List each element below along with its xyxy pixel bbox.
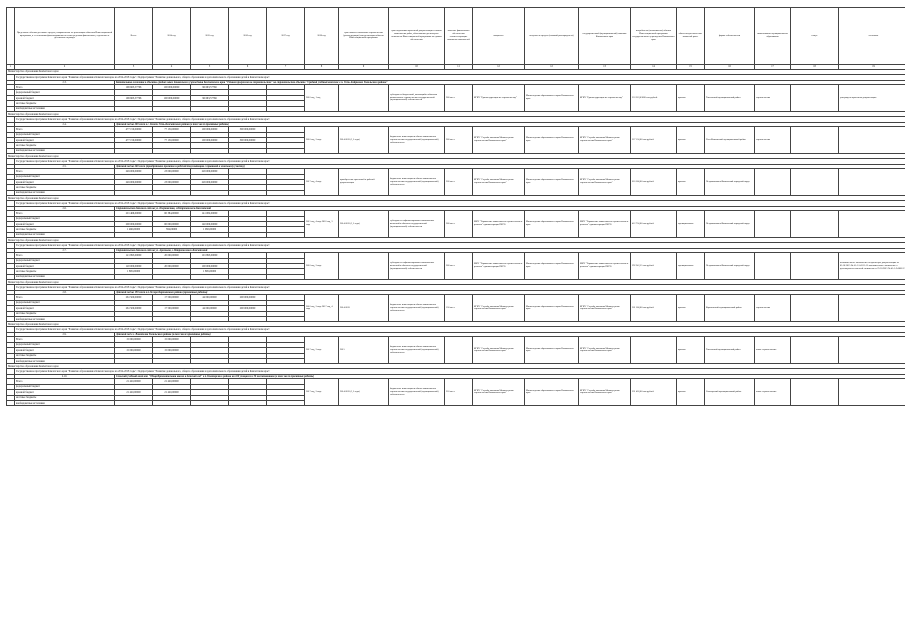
object-purpose: субсидия на софинансирование капитальных вложений в объекты государственной (муниципальной) собственности	[389, 211, 445, 238]
object-name: Строительство детского сада на ул. Арсеньева, г.Петропавловск-Камчатский	[115, 249, 905, 253]
object-pd	[839, 127, 905, 154]
object-number: 2.7.	[15, 249, 115, 253]
object-period: 2017 год, 3 года	[305, 379, 339, 406]
object-number: 2.4.	[15, 123, 115, 127]
ministry-name: Министерство образования Камчатского края	[7, 196, 905, 201]
object-prev: 327 150,00 тыс.рублей	[631, 127, 677, 154]
header-cell: значение финансового обеспечения соответствующих начальных показателей	[445, 8, 473, 65]
finance-value: 96 663,57766	[191, 95, 229, 100]
finance-value: 77 150,00000	[153, 137, 191, 142]
finance-label: внебюджетные источники	[15, 148, 115, 153]
object-municipality: Петропавловск-Камчатский городской округ	[705, 253, 755, 280]
finance-value: 477 150,00000	[115, 137, 153, 142]
finance-label: внебюджетные источники	[15, 274, 115, 279]
object-user: КГКУ "Служба заказчика Министерства строительства Камчатского края"	[579, 127, 631, 154]
finance-label: местные бюджеты	[15, 353, 115, 358]
finance-value: 100 000,00000	[191, 264, 229, 269]
object-pd	[839, 379, 905, 406]
object-design: приобретение проектной и рабочей документации	[339, 169, 389, 196]
finance-label: Всего	[15, 337, 115, 342]
finance-label: внебюджетные источники	[15, 232, 115, 237]
finance-label: Всего	[15, 379, 115, 384]
header-cell: срок начала и окончания строительства (реконструкции) или реализации объекта Инвестиционной программы	[339, 8, 389, 65]
finance-label: краевой бюджет	[15, 264, 115, 269]
object-municipality: Петропавловск-Камчатский городской округ	[705, 211, 755, 238]
object-capacity: 260 мест	[445, 169, 473, 196]
object-purpose: бюджетные инвестиции в объект капитального строительства государственной (муниципальной) собственности	[389, 169, 445, 196]
header-cell: потребитель (пользователь) объекта Инвестиционной программы государственного учреждения Камчатского края	[631, 8, 677, 65]
finance-label: федеральный бюджет	[15, 174, 115, 179]
object-design	[339, 85, 389, 112]
program-name: Государственная программа Камчатского края "Развитие образования в Камчатском крае на 2014-2018 годы". Подпрограмма "Развитие дошкольного, общего образования и дополнительного образования детей в Камчатском крае".	[15, 159, 905, 165]
object-period: 2015 год, 4 года 2016 год, 3 года	[305, 211, 339, 238]
finance-value: 140 000,00000	[191, 222, 229, 227]
header-cell: мощность	[473, 8, 525, 65]
header-cell: 2017 год	[267, 8, 305, 65]
finance-value: 226 000,00000	[191, 169, 229, 174]
finance-value: 249 000,00000	[115, 179, 153, 184]
ministry-name: Министерство образования Камчатского края	[7, 70, 905, 75]
object-state	[791, 127, 839, 154]
ministry-name: Министерство образования Камчатского края	[7, 280, 905, 285]
object-name: Строительство детского сада на ул. Пограничная, г.Петропавловск-Камчатский	[115, 207, 905, 211]
object-recipient: КГКУ "Служба заказчика Министерства строительства Камчатского края"	[473, 337, 525, 364]
finance-label: федеральный бюджет	[15, 258, 115, 263]
object-capacity: 150 мест	[445, 295, 473, 322]
object-customer: Министерство образования и науки Камчатского края	[525, 211, 579, 238]
object-purpose: субсидия на бюджетный, являющийся объектом капитального строительства государственной (муниципальной) собственности	[389, 85, 445, 112]
object-ownership: краевая	[677, 295, 705, 322]
header-cell: объем полученного кап. вложений ранее	[677, 8, 705, 65]
finance-value: 121 895,00000	[115, 253, 153, 258]
finance-value: 23 000,00000	[153, 179, 191, 184]
object-design: 2014-2015 (1,5 года)	[339, 211, 389, 238]
column-number: 12	[525, 65, 579, 70]
finance-value: 15 000,00000	[115, 348, 153, 353]
header-cell-index	[7, 8, 15, 65]
object-recipient: КГКУ "Служба заказчика Министерства строительства Камчатского края"	[473, 379, 525, 406]
finance-label: местные бюджеты	[15, 143, 115, 148]
object-user: КГКУ "Единая дирекция по строительству"	[579, 85, 631, 112]
object-municipality: Олюторский муниципальный район	[705, 379, 755, 406]
object-design: 2014-2015 (1,5 года)	[339, 127, 389, 154]
finance-label: внебюджетные источники	[15, 190, 115, 195]
object-user: КГКУ "Служба заказчика Министерства строительства Камчатского края"	[579, 295, 631, 322]
finance-label: федеральный бюджет	[15, 90, 115, 95]
column-number: 16	[705, 65, 755, 70]
object-number: 2.8.	[15, 291, 115, 295]
object-period: 2016 год, 3 года	[305, 253, 339, 280]
finance-label: местные бюджеты	[15, 395, 115, 400]
object-user: КГКУ "Служба заказчика Министерства строительства Камчатского края"	[579, 379, 631, 406]
header-cell: 2018 год	[305, 8, 339, 65]
finance-label: краевой бюджет	[15, 348, 115, 353]
object-design: 2014-2015	[339, 295, 389, 322]
header-cell: наименование муниципального образования	[755, 8, 791, 65]
object-period: 2017 год, 4 года	[305, 169, 339, 196]
object-user: КГКУ "Служба заказчика Министерства строительства Камчатского края"	[579, 169, 631, 196]
object-customer: Министерство образования и науки Камчатского края	[525, 169, 579, 196]
object-name: Детский сад на 150 мест в п.Оссора Карагинского района (проектные работы)	[115, 291, 905, 295]
object-purpose: бюджетные инвестиции в объект капитального строительства государственной (муниципальной) собственности	[389, 127, 445, 154]
object-municipality: Петропавловск-Камчатский городской округ	[705, 169, 755, 196]
object-user: МКУ "Управление капитального строительства и ремонта" администрации ПКГО	[579, 253, 631, 280]
object-prev: 616 500,00 тыс.рублей	[631, 169, 677, 196]
object-capacity	[445, 337, 473, 364]
finance-label: местные бюджеты	[15, 101, 115, 106]
object-recipient: МКУ "Управление капитального строительства и ремонта" администрации ПКГО	[473, 253, 525, 280]
finance-label: краевой бюджет	[15, 390, 115, 395]
finance-label: федеральный бюджет	[15, 342, 115, 347]
object-pd: положительное заключение на проектную документацию от 05.10.2015 № 41-1-5-0511-15 положительное заключение о достоверности сметной стоимости от 25.10.2015 № 41-1-2-0082-15	[839, 253, 905, 280]
finance-label: краевой бюджет	[15, 137, 115, 142]
object-period: 2016 год, 1 год	[305, 85, 339, 112]
finance-value: 1 466,00000	[115, 227, 153, 232]
finance-label: Всего	[15, 169, 115, 174]
column-number: 15	[677, 65, 705, 70]
object-name: Детский сад на 260 мест (приобретение проектов и рабочей документации с привязкой к земельному участку)	[115, 165, 905, 169]
finance-label: Всего	[15, 85, 115, 90]
object-ownership: муниципальная	[677, 253, 705, 280]
header-cell: срок подготовки проектной документации и начала выполнения работ, обоснования достигнутые показатели Инвестиционной программы по срокам обеспечения	[389, 8, 445, 65]
object-prev: 412 750,00 тыс.рублей	[631, 211, 677, 238]
object-prev: 353 363,03020 тыс.рублей	[631, 85, 677, 112]
investment-table	[6, 7, 905, 406]
program-name: Государственная программа Камчатского края "Развитие образования в Камчатском крае на 2014-2018 годы". Подпрограмма "Развитие дошкольного, общего образования и дополнительного образования детей в Камчатском крае".	[15, 201, 905, 207]
object-recipient: МКУ "Управление капитального строительства и ремонта" администрации ПКГО	[473, 211, 525, 238]
object-recipient: КГКУ "Единая дирекция по строительству"	[473, 85, 525, 112]
column-number: 13	[579, 65, 631, 70]
column-number: 2	[15, 65, 115, 70]
finance-value: 17 500,00000	[153, 295, 191, 300]
finance-label: внебюджетные источники	[15, 400, 115, 405]
finance-value: 1 895,00000	[115, 269, 153, 274]
finance-value: 100 000,00000	[191, 137, 229, 142]
column-number: 7	[267, 65, 305, 70]
finance-value: 196 663,57766	[115, 95, 153, 100]
program-name: Государственная программа Камчатского края "Развитие образования в Камчатском крае на 2014-2018 годы". Подпрограмма "Развитие дошкольного, общего образования и дополнительного образования детей в Камчатском крае".	[15, 327, 905, 333]
object-state	[791, 253, 839, 280]
object-state	[791, 211, 839, 238]
header-cell: состояние	[839, 8, 905, 65]
finance-label: федеральный бюджет	[15, 132, 115, 137]
object-status: новое строительство	[755, 379, 791, 406]
object-design: 2014-2015 (1,5 года)	[339, 379, 389, 406]
column-number: 3	[115, 65, 153, 70]
finance-value: 300 000,00000	[229, 137, 267, 142]
finance-value: 77 150,00000	[153, 127, 191, 132]
finance-spacer	[7, 400, 15, 405]
object-number: 2.9.	[15, 333, 115, 337]
column-number: 17	[755, 65, 791, 70]
finance-value: 201 466,00000	[115, 211, 153, 216]
object-status: строительство	[755, 85, 791, 112]
finance-label: местные бюджеты	[15, 269, 115, 274]
header-cell: статус	[791, 8, 839, 65]
object-ownership: муниципальная	[677, 211, 705, 238]
object-user: МКУ "Управление капитального строительства и ремонта" администрации ПКГО	[579, 211, 631, 238]
finance-value	[191, 400, 229, 405]
finance-value: 15 000,00000	[115, 337, 153, 342]
header-cell: 2014 год	[153, 8, 191, 65]
ministry-name: Министерство образования Камчатского края	[7, 238, 905, 243]
object-status	[755, 211, 791, 238]
object-ownership: краевая	[677, 85, 705, 112]
object-design	[339, 253, 389, 280]
finance-label: местные бюджеты	[15, 185, 115, 190]
header-cell: получатель средств (главный распорядитель)	[525, 8, 579, 65]
finance-value: 1 895,00000	[191, 269, 229, 274]
finance-value	[267, 400, 305, 405]
finance-value: 196 663,57766	[115, 85, 153, 90]
finance-value: 21 420,00000	[115, 390, 153, 395]
object-recipient: КГКУ "Служба заказчика Министерства строительства Камчатского края"	[473, 127, 525, 154]
column-number: 12	[473, 65, 525, 70]
finance-value: 44 000,00000	[191, 306, 229, 311]
table-body	[7, 70, 905, 406]
object-ownership: краевая	[677, 337, 705, 364]
object-status	[755, 253, 791, 280]
object-pd	[839, 211, 905, 238]
object-ownership: краевая	[677, 379, 705, 406]
column-number: 6	[229, 65, 267, 70]
object-period: 2016 год, 3 года 2017 год, 4 года	[305, 295, 339, 322]
finance-label: местные бюджеты	[15, 311, 115, 316]
finance-value: 249 000,00000	[115, 169, 153, 174]
object-status	[755, 169, 791, 196]
finance-value: 17 500,00000	[153, 306, 191, 311]
object-capacity: 200 мест	[445, 127, 473, 154]
finance-value: 200 000,00000	[229, 306, 267, 311]
object-number: 2.5.	[15, 165, 115, 169]
finance-label: краевой бюджет	[15, 222, 115, 227]
finance-value: 60 000,00000	[153, 222, 191, 227]
finance-value	[115, 400, 153, 405]
finance-value	[153, 400, 191, 405]
column-number: 4	[153, 65, 191, 70]
finance-label: краевой бюджет	[15, 95, 115, 100]
program-name: Государственная программа Камчатского края "Развитие образования в Камчатском крае на 2014-2018 годы". Подпрограмма "Развитие дошкольного, общего образования и дополнительного образования детей в Камчатском крае".	[15, 117, 905, 123]
finance-label: федеральный бюджет	[15, 384, 115, 389]
finance-value: 100 000,00000	[191, 127, 229, 132]
program-name: Государственная программа Камчатского края "Развитие образования в Камчатском крае на 2014-2018 годы". Подпрограмма "Развитие дошкольного, общего образования и дополнительного образования детей в Камчатском крае".	[15, 243, 905, 249]
finance-value	[229, 400, 267, 405]
object-state	[791, 379, 839, 406]
finance-value: 100 000,00000	[153, 85, 191, 90]
finance-value: 96 663,57766	[191, 85, 229, 90]
finance-value: 20 000,00000	[153, 264, 191, 269]
object-municipality: Усть-Камчатский муниципальный район	[705, 127, 755, 154]
object-state	[791, 85, 839, 112]
column-number: 5	[191, 65, 229, 70]
finance-label: местные бюджеты	[15, 227, 115, 232]
object-municipality: Тигильский муниципальный район	[705, 85, 755, 112]
finance-value: 21 420,00000	[153, 379, 191, 384]
object-ownership: краевая	[677, 127, 705, 154]
object-status: новое строительство	[755, 337, 791, 364]
object-state	[791, 337, 839, 364]
column-number: 11	[445, 65, 473, 70]
finance-label: федеральный бюджет	[15, 300, 115, 305]
object-design: 2015	[339, 337, 389, 364]
object-pd: утверждена проектная документация	[839, 85, 905, 112]
object-purpose: бюджетные инвестиции в объект капитального строительства государственной (муниципальной) собственности	[389, 295, 445, 322]
object-recipient: КГКУ "Служба заказчика Министерства строительства Камчатского края"	[473, 295, 525, 322]
object-prev	[631, 337, 677, 364]
ministry-name: Министерство образования Камчатского края	[7, 364, 905, 369]
finance-value: 21 420,00000	[115, 379, 153, 384]
object-prev: 261 500,00 тыс.рублей	[631, 295, 677, 322]
header-cell: 2016 год	[229, 8, 267, 65]
column-number: 19	[839, 65, 905, 70]
finance-value: 120 000,00000	[115, 264, 153, 269]
finance-value: 300 000,00000	[229, 127, 267, 132]
finance-value: 200 000,00000	[115, 222, 153, 227]
finance-label: Всего	[15, 127, 115, 132]
finance-value: 1 082,00000	[191, 227, 229, 232]
finance-value: 226 000,00000	[191, 179, 229, 184]
object-period: 2016 год, 3 года	[305, 127, 339, 154]
ministry-name: Министерство образования Камчатского края	[7, 322, 905, 327]
column-number: 18	[791, 65, 839, 70]
finance-value: 15 000,00000	[153, 348, 191, 353]
finance-label: краевой бюджет	[15, 179, 115, 184]
object-name: Детский сад на 200 мест в с. Ключи Усть-Камчатского района (в том числе проектные работы)	[115, 123, 905, 127]
object-state	[791, 169, 839, 196]
finance-label: федеральный бюджет	[15, 216, 115, 221]
program-name: Государственная программа Камчатского края "Развитие образования в Камчатском крае на 2014-2018 годы". Подпрограмма "Развитие дошкольного, общего образования и дополнительного образования детей в Камчатском крае".	[15, 369, 905, 375]
object-purpose: субсидия на софинансирование капитальных вложений в объекты государственной (муниципальной) собственности	[389, 253, 445, 280]
column-number: 10	[389, 65, 445, 70]
object-number: 2.3.	[15, 81, 115, 85]
object-number: 2.6.	[15, 207, 115, 211]
finance-label: Всего	[15, 253, 115, 258]
object-customer: Министерство образования и науки Камчатского края	[525, 337, 579, 364]
finance-value: 101 895,00000	[191, 253, 229, 258]
object-municipality: Тигильский муниципальный район	[705, 337, 755, 364]
header-cell: государственный (муниципальный) заказчик Камчатского края	[579, 8, 631, 65]
object-pd	[839, 169, 905, 196]
finance-value: 141 082,00000	[191, 211, 229, 216]
finance-value: 23 000,00000	[153, 169, 191, 174]
finance-value: 261 500,00000	[115, 295, 153, 300]
object-ownership: краевая	[677, 169, 705, 196]
object-customer: Министерство образования и науки Камчатского края	[525, 295, 579, 322]
column-number: 9	[339, 65, 389, 70]
object-state	[791, 295, 839, 322]
finance-value: 477 150,00000	[115, 127, 153, 132]
object-name: Детский сад в с. Воямполка Тигильского района (в том числе проектные работы)	[115, 333, 905, 337]
finance-label: Всего	[15, 295, 115, 300]
finance-value: 15 000,00000	[153, 337, 191, 342]
object-customer: Министерство образования и науки Камчатского края	[525, 85, 579, 112]
object-capacity: 300 мест	[445, 253, 473, 280]
object-pd	[839, 337, 905, 364]
object-capacity: 300 мест	[445, 211, 473, 238]
header-cell: Всего	[115, 8, 153, 65]
finance-label: краевой бюджет	[15, 306, 115, 311]
object-capacity: 200 мест	[445, 85, 473, 112]
header-row	[7, 8, 905, 65]
object-name: Капитальные вложения в объекты средних школ дошкольного учреждения Камчатского края "Единая программа на строительство" на строительство объекта "Средний учебный комплекс в п. Усть-Хайрюзово Тигильского района"	[115, 81, 905, 85]
object-pd	[839, 295, 905, 322]
object-status: строительство	[755, 127, 791, 154]
header-cell: Предельные объемы денежных средств, направляемые на реализацию объектов Инвестиционной программы, и ее источники финансирования по этим средствам финансового, отдельного в десятичные периоды	[15, 8, 115, 65]
finance-value: 261 500,00000	[115, 306, 153, 311]
header-cell: форма собственности	[705, 8, 755, 65]
object-user: КГКУ "Служба заказчика Министерства строительства Камчатского края"	[579, 337, 631, 364]
object-prev: 331 420,00 тыс.рублей	[631, 379, 677, 406]
ministry-name: Министерство образования Камчатского края	[7, 112, 905, 117]
program-name: Государственная программа Камчатского края "Развитие образования в Камчатском крае на 2014-2018 годы". Подпрограмма "Развитие дошкольного, общего образования и дополнительного образования детей в Камчатском крае".	[15, 75, 905, 81]
object-status: строительство	[755, 295, 791, 322]
finance-value: 20 000,00000	[153, 253, 191, 258]
finance-label: внебюджетные источники	[15, 316, 115, 321]
finance-value: 60 384,00000	[153, 211, 191, 216]
object-name: Сельский учебный комплекс "Общеобразовательная школа и детский сад" в п.Олюторского района на 160 учащихся и 50 воспитанников (в том числе проектные работы)	[115, 375, 905, 379]
finance-value: 384,00000	[153, 227, 191, 232]
investment-program-sheet	[6, 7, 905, 406]
finance-label: внебюджетные источники	[15, 358, 115, 363]
object-capacity: 210 мест	[445, 379, 473, 406]
finance-value: 44 000,00000	[191, 295, 229, 300]
column-number: 1	[7, 65, 15, 70]
column-number: 8	[305, 65, 339, 70]
object-prev: 392 242,55 тыс.рублей	[631, 253, 677, 280]
ministry-name: Министерство образования Камчатского края	[7, 154, 905, 159]
header-cell: 2015 год	[191, 8, 229, 65]
object-customer: Министерство образования и науки Камчатского края	[525, 127, 579, 154]
program-name: Государственная программа Камчатского края "Развитие образования в Камчатском крае на 2014-2018 годы". Подпрограмма "Развитие дошкольного, общего образования и дополнительного образования детей в Камчатском крае".	[15, 285, 905, 291]
finance-value: 100 000,00000	[153, 95, 191, 100]
object-purpose: бюджетные инвестиции в объект капитального строительства государственной (муниципальной) собственности	[389, 337, 445, 364]
object-period: 2017 год, 3 года	[305, 337, 339, 364]
object-recipient: КГКУ "Служба заказчика Министерства строительства Камчатского края"	[473, 169, 525, 196]
object-purpose: бюджетные инвестиции в объект капитального строительства государственной (муниципальной) собственности	[389, 379, 445, 406]
finance-value: 200 000,00000	[229, 295, 267, 300]
finance-value: 21 420,00000	[153, 390, 191, 395]
object-customer: Министерство образования и науки Камчатского края	[525, 379, 579, 406]
column-number: 14	[631, 65, 677, 70]
object-municipality: Карагинский муниципальный район	[705, 295, 755, 322]
object-number: 2.10.	[15, 375, 115, 379]
object-customer: Министерство образования и науки Камчатского края	[525, 253, 579, 280]
finance-label: внебюджетные источники	[15, 106, 115, 111]
finance-label: Всего	[15, 211, 115, 216]
